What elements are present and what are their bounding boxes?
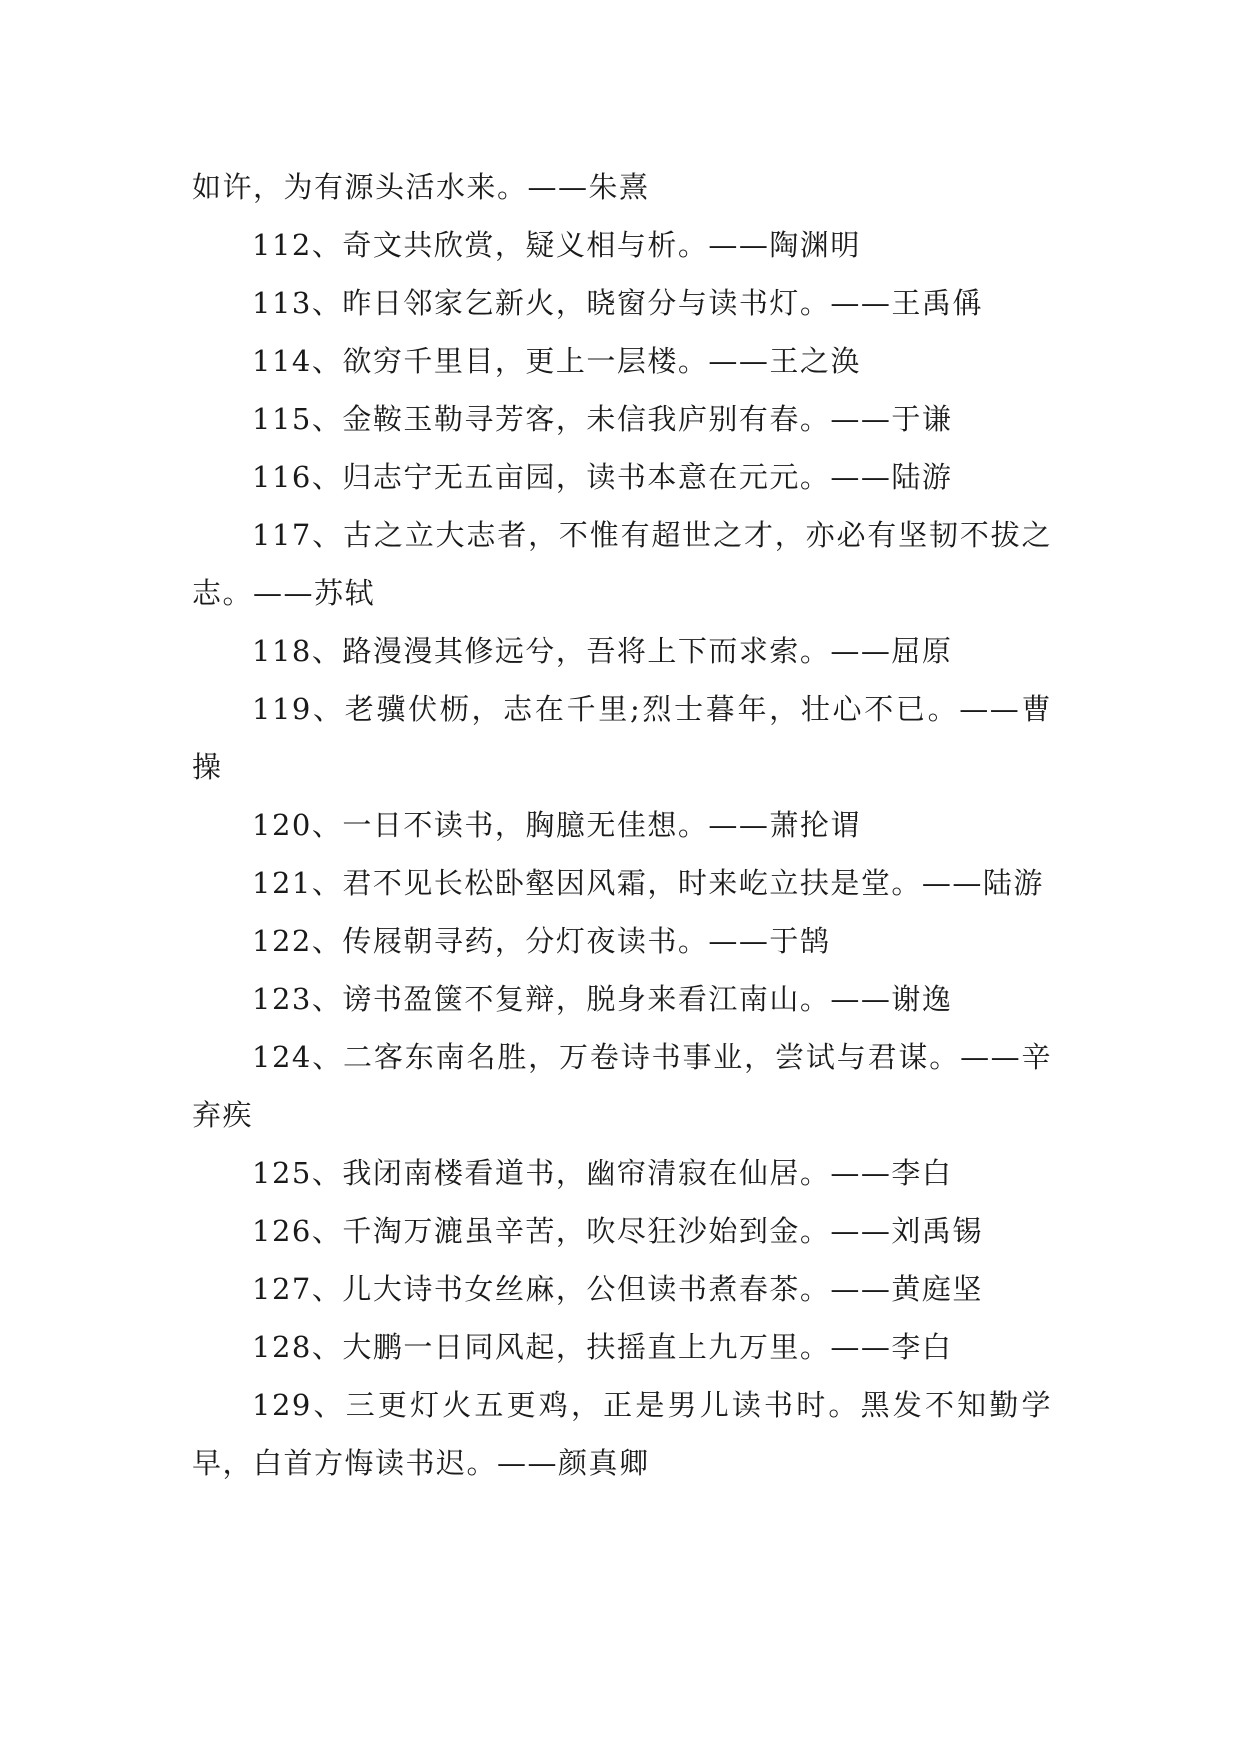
quote-paragraph: 113、昨日邻家乞新火，晓窗分与读书灯。——王禹偁	[252, 286, 983, 320]
quote-paragraph: 123、谤书盈箧不复辩，脱身来看江南山。——谢逸	[252, 982, 953, 1016]
quote-paragraph: 116、归志宁无五亩园，读书本意在元元。——陆游	[252, 460, 953, 494]
quote-paragraph: 120、一日不读书，胸臆无佳想。——萧抡谓	[252, 808, 861, 842]
quote-paragraph: 126、千淘万漉虽辛苦，吹尽狂沙始到金。——刘禹锡	[252, 1214, 983, 1248]
quote-paragraph: 125、我闭南楼看道书，幽帘清寂在仙居。——李白	[252, 1156, 953, 1190]
quote-paragraph: 115、金鞍玉勒寻芳客，未信我庐别有春。——于谦	[252, 402, 953, 436]
quote-paragraph: 112、奇文共欣赏，疑义相与析。——陶渊明	[252, 228, 861, 262]
quote-paragraph: 114、欲穷千里目，更上一层楼。——王之涣	[252, 344, 861, 378]
quote-paragraph: 118、路漫漫其修远兮，吾将上下而求索。——屈原	[252, 634, 953, 668]
quote-paragraph: 如许，为有源头活水来。——朱熹	[192, 170, 650, 204]
quote-paragraph: 122、传屐朝寻药，分灯夜读书。——于鹄	[252, 924, 831, 958]
document-body	[192, 158, 1052, 1492]
quote-paragraph: 124、二客东南名胜，万卷诗书事业，尝试与君谋。——辛弃疾	[192, 1040, 1052, 1132]
quote-paragraph: 119、老骥伏枥，志在千里;烈士暮年，壮心不已。——曹操	[192, 692, 1052, 784]
quote-paragraph: 127、儿大诗书女丝麻，公但读书煮春茶。——黄庭坚	[252, 1272, 983, 1306]
quote-paragraph: 129、三更灯火五更鸡，正是男儿读书时。黑发不知勤学早，白首方悔读书迟。——颜真卿	[192, 1388, 1052, 1480]
quote-paragraph: 121、君不见长松卧壑因风霜，时来屹立扶是堂。——陆游	[252, 866, 1044, 900]
quote-paragraph: 128、大鹏一日同风起，扶摇直上九万里。——李白	[252, 1330, 953, 1364]
quote-paragraph: 117、古之立大志者，不惟有超世之才，亦必有坚韧不拔之志。——苏轼	[192, 518, 1052, 610]
